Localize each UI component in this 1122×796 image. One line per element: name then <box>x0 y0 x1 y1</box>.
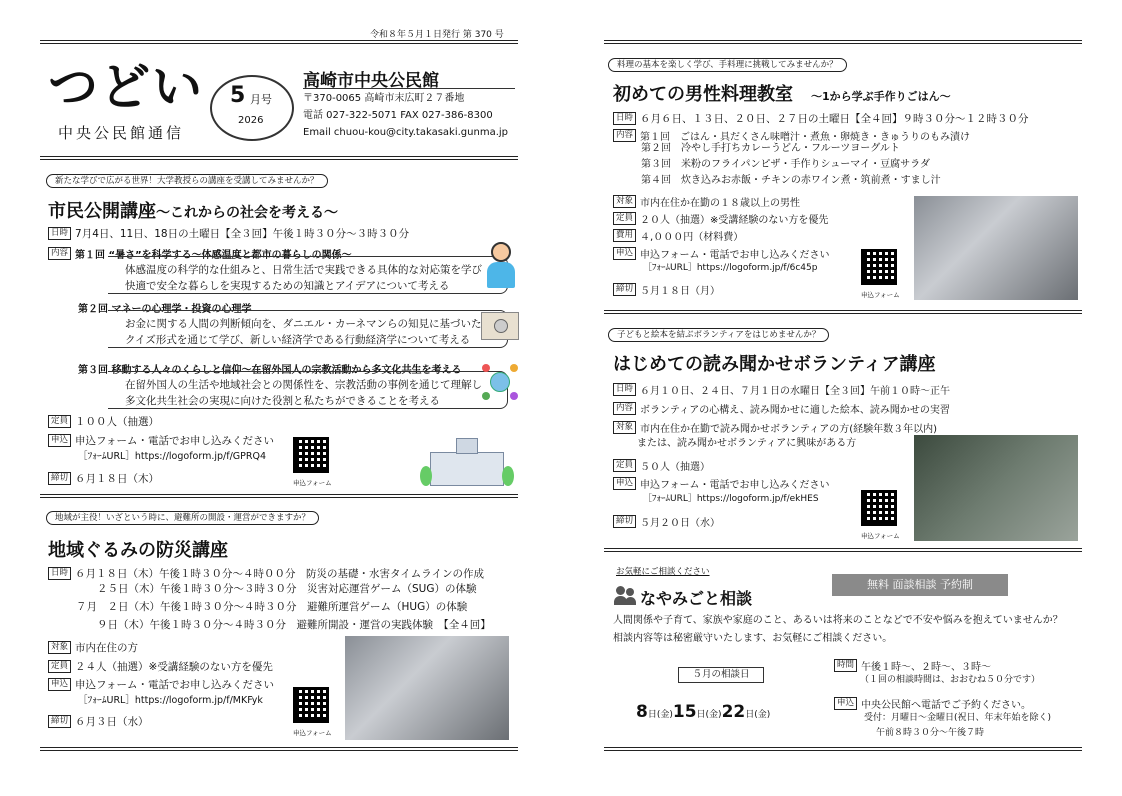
cooking-rule <box>604 310 1082 314</box>
consult-banner: お気軽にご相談ください <box>616 567 710 577</box>
reading-banner: 子どもと絵本を結ぶボランティアをはじめませんか？ <box>608 328 829 342</box>
disaster-deadline-row: 締切 ６月３日（水） <box>48 714 149 729</box>
disaster-capacity-row: 定員 ２４人（抽選）※受講経験のない方を優先 <box>48 659 273 674</box>
reading-target-row: 対象 市内在住か在勤で読み聞かせボランティアの方(経験年数３年以内) <box>613 420 937 435</box>
reading-deadline-row: 締切 ５月２０日（水） <box>613 514 720 529</box>
cooking-apply: 申込フォーム・電話でお申し込みください <box>640 250 830 261</box>
month-badge <box>210 75 294 141</box>
cooking-apply-row: 申込 申込フォーム・電話でお申し込みください <box>613 246 830 261</box>
masthead-rule <box>40 156 518 160</box>
left-footer-rule <box>40 747 518 751</box>
reading-date-row: 日時 ６月１０日、２４日、７月１日の水曜日【全３回】午前１０時～正午 <box>613 382 950 397</box>
reading-capacity: ５０人（抽選） <box>640 462 711 473</box>
consult-days <box>636 702 770 722</box>
lecture-s3-line1: 在留外国人の生活や地域社会との関係性を、宗教活動の事例を通じて理解し <box>125 379 482 391</box>
header-rule <box>40 40 518 44</box>
disaster-date1: ６月１８日（木）午後１時３０分～４時００分 防災の基礎・水害タイムラインの作成 <box>75 568 484 580</box>
lecture-deadline-row: 締切 ６月１８日（木） <box>48 471 159 486</box>
reading-content-row: 内容 ボランティアの心構え、読み聞かせに適した絵本、読み聞かせの実習 <box>613 401 950 416</box>
disaster-date-row1: 日時 ６月１８日（木）午後１時３０分～４時００分 防災の基礎・水害タイムラインの作成 <box>48 566 484 581</box>
org-name: 高崎市中央公民館 <box>303 71 439 91</box>
consult-hours: 午前８時３０分～午後７時 <box>876 728 985 738</box>
cooking-target: 市内在住か在勤の１８歳以上の男性 <box>640 198 801 209</box>
lecture-title <box>48 197 338 223</box>
issue-info: 令和８年５月１日発行 第 370 号 <box>370 30 504 40</box>
cooking-class-photo <box>914 196 1078 300</box>
cooking-banner: 料理の基本を楽しく学び、手料理に挑戦してみませんか？ <box>608 58 847 72</box>
consult-days-label: ５月の相談日 <box>678 667 764 683</box>
reading-title: はじめての読み聞かせボランティア講座 <box>613 354 936 375</box>
consult-day2-dow: 日(金) <box>696 710 722 720</box>
lecture-apply-row: 申込 申込フォーム・電話でお申し込みください <box>48 433 274 448</box>
people-icon <box>614 586 636 606</box>
lecture-rule <box>40 494 518 498</box>
lecture-s2-title: 第２回 マネーの心理学・投資の心理学 <box>78 304 252 315</box>
lecture-s1-line2: 快適で安全な暮らしを実現するための知識とアイデアについて考える <box>125 280 450 292</box>
money-illustration <box>481 312 519 340</box>
lecture-url[interactable]: ［ﾌｫｰﾑURL］https://logoform.jp/f/GPRQ4 <box>78 451 266 462</box>
cooking-course3: 第３回 米粉のフライパンピザ・手作りシューマイ・豆腐サラダ <box>641 159 930 170</box>
reading-rule <box>604 548 1082 552</box>
lecture-capacity-row: 定員 １００人（抽選） <box>48 414 159 429</box>
lecture-s3-line2: 多文化共生社会の実現に向けた役割と私たちができることを考える <box>125 395 440 407</box>
right-header-rule <box>604 40 1082 44</box>
disaster-url[interactable]: ［ﾌｫｰﾑURL］https://logoform.jp/f/MKFyk <box>78 695 263 706</box>
year: 2026 <box>238 115 264 126</box>
reading-url[interactable]: ［ﾌｫｰﾑURL］https://logoform.jp/f/ekHES <box>643 494 819 504</box>
reading-session-photo <box>914 435 1078 541</box>
reading-target: 市内在住か在勤で読み聞かせボランティアの方(経験年数３年以内) <box>640 424 938 435</box>
cooking-fee-row: 費用 ４,０００円（材料費） <box>613 228 743 243</box>
newsletter-subtitle: 中央公民館通信 <box>58 124 185 142</box>
consult-day2: 15 <box>672 702 697 722</box>
disaster-workshop-photo <box>345 636 509 740</box>
disaster-qr-label: 申込フォーム <box>293 729 332 737</box>
consult-badge: 無料 面談相談 予約制 <box>832 574 1008 596</box>
right-footer-rule <box>604 747 1082 751</box>
disaster-capacity: ２４人（抽選）※受講経験のない方を優先 <box>75 661 273 673</box>
consult-day3-dow: 日(金) <box>745 710 771 720</box>
consult-desc1: 人間関係や子育て、家族や家庭のこと、あるいは将来のことなどで不安や悩みを抱えていませんか？ <box>613 615 1063 626</box>
reading-qr-label: 申込フォーム <box>861 532 900 540</box>
lecture-s1-title: 第１回 “暑さ”を科学する～体感温度と都市の暮らしの関係～ <box>75 250 352 261</box>
disaster-title: 地域ぐるみの防災講座 <box>48 540 228 561</box>
disaster-apply-row: 申込 申込フォーム・電話でお申し込みください <box>48 677 274 692</box>
lecture-apply: 申込フォーム・電話でお申し込みください <box>75 435 274 447</box>
org-rule <box>303 88 515 89</box>
reading-date: ６月１０日、２４日、７月１日の水曜日【全３回】午前１０時～正午 <box>640 386 951 397</box>
lecture-capacity: １００人（抽選） <box>75 416 160 428</box>
disaster-apply: 申込フォーム・電話でお申し込みください <box>75 679 274 691</box>
disaster-date3: ７月 ２日（木）午後１時３０分～４時３０分 避難所運営ゲーム（HUG）の体験 <box>76 601 468 613</box>
consult-desc2: 相談内容等は秘密厳守いたします、お気軽にご相談ください。 <box>613 633 893 644</box>
lecture-deadline: ６月１８日（木） <box>75 473 160 485</box>
cooking-deadline-row: 締切 ５月１８日（月） <box>613 282 720 297</box>
disaster-banner: 地域が主役！いざという時に、避難所の開設・運営ができますか？ <box>46 511 319 525</box>
lecture-qr-code[interactable] <box>293 437 329 473</box>
address: 〒370-0065 高崎市末広町２７番地 <box>303 93 465 104</box>
disaster-deadline: ６月３日（水） <box>75 716 149 728</box>
lecture-s3-title: 第３回 移動する人々のくらしと信仰～在留外国人の宗教活動から多文化共生を考える <box>78 365 462 376</box>
lecture-qr-label: 申込フォーム <box>293 479 332 487</box>
reading-capacity-row: 定員 ５０人（抽選） <box>613 458 710 473</box>
lecture-s1-line1: 体感温度の科学的な仕組みと、日常生活で実践できる具体的な対応策を学び <box>125 264 482 276</box>
lecture-s2-line2: クイズ形式を通じて学び、新しい経済学である行動経済学について考える <box>125 334 471 346</box>
school-building-illustration <box>420 438 512 488</box>
disaster-date2: ２５日（木）午後１時３０分～３時３０分 災害対応運営ゲーム（SUG）の体験 <box>97 583 477 595</box>
cooking-title-sub: ～1から学ぶ手作りごはん～ <box>811 90 951 103</box>
reading-content: ボランティアの心構え、読み聞かせに適した絵本、読み聞かせの実習 <box>640 405 950 416</box>
lecture-s2-line1: お金に関する人間の判断傾向を、ダニエル・カーネマンらの知見に基づいた <box>125 318 482 330</box>
consult-apply: 中央公民館へ電話でご予約ください。 <box>861 700 1032 711</box>
lecture-date-row: 日時 7月4日、11日、18日の土曜日【全３回】午後１時３０分～３時３０分 <box>48 226 409 241</box>
cooking-capacity: ２０人（抽選）※受講経験のない方を優先 <box>640 215 829 226</box>
cooking-course1: 第１回 ごはん・具だくさん味噌汁・煮魚・卵焼き・きゅうりのもみ漬け <box>640 132 971 143</box>
consult-time: 午後１時～、２時～、３時～ <box>861 662 992 673</box>
disaster-target-row: 対象 市内在住の方 <box>48 640 138 655</box>
consult-title: なやみごと相談 <box>640 589 753 608</box>
cooking-capacity-row: 定員 ２０人（抽選）※受講経験のない方を優先 <box>613 211 828 226</box>
cooking-title <box>613 80 951 106</box>
phone-fax: 電話 027-322-5071 FAX 027-386-8300 <box>303 110 493 121</box>
lecture-title-sub: ～これからの社会を考える～ <box>156 205 338 221</box>
consult-time-note: （１回の相談時間は、おおむね５０分です） <box>860 675 1041 685</box>
consult-time-row: 時間 午後１時～、２時～、３時～ <box>834 658 991 673</box>
reading-qr-code[interactable] <box>861 490 897 526</box>
lecture-s1-title-row: 内容 第１回 “暑さ”を科学する～体感温度と都市の暮らしの関係～ <box>48 246 352 261</box>
cooking-qr-label: 申込フォーム <box>861 291 900 299</box>
cooking-fee: ４,０００円（材料費） <box>640 232 744 243</box>
lecture-date: 7月4日、11日、18日の土曜日【全３回】午後１時３０分～３時３０分 <box>75 228 410 240</box>
disaster-target: 市内在住の方 <box>75 642 139 654</box>
reading-apply-row: 申込 申込フォーム・電話でお申し込みください <box>613 476 830 491</box>
consult-day1-dow: 日(金) <box>647 710 673 720</box>
reading-apply: 申込フォーム・電話でお申し込みください <box>640 480 830 491</box>
cooking-date-row: 日時 ６月６日、１３日、２０日、２７日の土曜日【全４回】９時３０分～１２時３０分 <box>613 111 1029 126</box>
cooking-title-main: 初めての男性料理教室 <box>613 84 793 105</box>
cooking-qr-code[interactable] <box>861 249 897 285</box>
month-number: 5 <box>230 83 246 108</box>
consult-day1: 8 <box>636 702 648 722</box>
consult-day3: 22 <box>721 702 746 722</box>
cooking-c1-row: 内容 第１回 ごはん・具だくさん味噌汁・煮魚・卵焼き・きゅうりのもみ漬け <box>613 128 970 143</box>
month-suffix: 月号 <box>250 93 272 106</box>
cooking-date: ６月６日、１３日、２０日、２７日の土曜日【全４回】９時３０分～１２時３０分 <box>640 113 1029 125</box>
reading-deadline: ５月２０日（水） <box>640 518 721 529</box>
cooking-deadline: ５月１８日（月） <box>640 286 721 297</box>
consult-apply-row: 申込 中央公民館へ電話でご予約ください。 <box>834 696 1031 711</box>
cooking-course4: 第４回 炊き込みお赤飯・チキンの赤ワイン煮・筑前煮・すまし汁 <box>641 175 941 186</box>
cooking-url[interactable]: ［ﾌｫｰﾑURL］https://logoform.jp/f/6c45p <box>643 263 818 273</box>
lecture-title-main: 市民公開講座 <box>48 201 156 222</box>
cooking-course2: 第２回 冷やし手打ちカレーうどん・フルーツヨーグルト <box>641 143 900 154</box>
logo: つどい <box>48 58 204 116</box>
disaster-date4: ９日（木）午後１時３０分～４時３０分 避難所開設・運営の実践体験 【全４回】 <box>97 619 491 631</box>
email: Email chuou-kou@city.takasaki.gunma.jp <box>303 127 508 138</box>
reading-target2: または、読み聞かせボランティアに興味がある方 <box>637 438 857 449</box>
consult-reception: 受付：月曜日～金曜日(祝日、年末年始を除く) <box>864 713 1052 723</box>
hot-person-illustration <box>484 240 518 290</box>
disaster-qr-code[interactable] <box>293 687 329 723</box>
lecture-banner: 新たな学びで広がる世界！大学教授らの講座を受講してみませんか？ <box>46 174 328 188</box>
cooking-target-row: 対象 市内在住か在勤の１８歳以上の男性 <box>613 194 800 209</box>
multicultural-illustration <box>482 362 518 402</box>
